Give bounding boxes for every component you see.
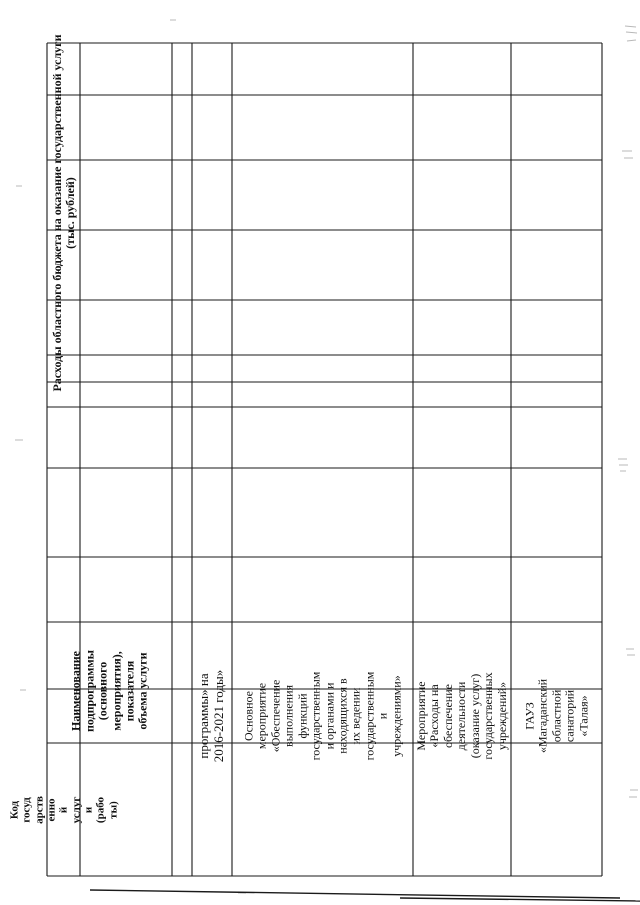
row-4-expenses-6 bbox=[531, 27, 583, 114]
row-1-volume-1 bbox=[186, 644, 239, 680]
row-3-name-line: Мероприятие bbox=[413, 681, 428, 751]
row-3-name-line: государственных bbox=[481, 672, 496, 760]
code-header-line: Код bbox=[8, 800, 21, 819]
expenses-group-header-line: (тыс. рублей) bbox=[62, 176, 77, 249]
row-3-name-line: деятельности bbox=[454, 681, 469, 751]
row-2-name-line: и органами и bbox=[321, 682, 336, 750]
row-3-name-line: (оказание услуг) bbox=[467, 673, 482, 759]
code-header-line: ты) bbox=[106, 800, 119, 819]
name-header-line: мероприятия), bbox=[108, 651, 123, 731]
row-1-volume-4 bbox=[185, 473, 240, 509]
name-header-line: подпрограммы bbox=[81, 649, 96, 733]
row-2-name-line: функций bbox=[294, 693, 309, 739]
row-2-name-line: учреждениями» bbox=[388, 675, 403, 757]
row-2-name-line: государственным bbox=[361, 671, 376, 761]
row-1-expenses-5 bbox=[185, 108, 240, 144]
row-1-volume-2 bbox=[184, 587, 240, 623]
code-header-line: услуг bbox=[69, 796, 82, 823]
name-header-line: (основного bbox=[95, 661, 110, 721]
row-2-name-line: находящихся в bbox=[334, 678, 349, 754]
volume-group-header bbox=[49, 382, 79, 689]
row-1-volume-6 bbox=[202, 376, 223, 412]
row-1-expenses-6 bbox=[186, 52, 238, 88]
row-2-expenses-6 bbox=[297, 0, 349, 159]
name-header-line: объема услуги bbox=[135, 652, 150, 730]
expenses-group-header-line: Расходы областного бюджета на оказание государственной услуги bbox=[49, 33, 64, 392]
row-1-name-line: программы» на bbox=[196, 673, 212, 759]
row-2-name-line: «Обеспечение bbox=[267, 679, 282, 753]
code-header-line: арств bbox=[32, 795, 45, 824]
row-4-name-line: областной bbox=[548, 689, 563, 743]
row-2-name-line: их ведении bbox=[348, 687, 363, 745]
name-header-line: показателя bbox=[121, 660, 136, 722]
row-1-name-line: 2016-2021 годы» bbox=[211, 669, 226, 763]
row-1-name bbox=[194, 669, 230, 763]
code-header-line: (рабо bbox=[94, 796, 107, 823]
row-4-name-line: санаторий bbox=[562, 689, 577, 743]
name-header-line: Наименование bbox=[68, 651, 83, 731]
row-3-name-line: учреждений» bbox=[494, 681, 509, 751]
row-1-expenses-1 bbox=[185, 336, 240, 372]
row-4-name-line: ГАУЗ bbox=[521, 702, 536, 730]
row-1-expenses-3 bbox=[185, 222, 240, 258]
code-header-line: й bbox=[57, 806, 70, 813]
row-1-expenses-2 bbox=[185, 279, 240, 315]
row-2-name-line: выполнения bbox=[281, 684, 296, 748]
code-header-line: и bbox=[81, 806, 94, 813]
row-2-name-line: Основное bbox=[240, 691, 255, 741]
code-header-line: енно bbox=[45, 797, 58, 822]
col-number-1 bbox=[122, 801, 242, 819]
expenses-group-header bbox=[49, 33, 79, 392]
row-1-volume-3 bbox=[185, 530, 240, 566]
row-3-name-line: «Расходы на bbox=[427, 684, 442, 748]
row-1-volume-5 bbox=[185, 416, 240, 452]
code-header-line: госуд bbox=[20, 796, 33, 823]
row-3-name-line: обеспечение bbox=[440, 684, 455, 748]
row-2-name-line: и bbox=[375, 712, 390, 720]
row-4-name-line: «Магаданский bbox=[535, 678, 550, 754]
year-header-expenses-6 bbox=[101, 35, 151, 105]
row-1-expenses-4 bbox=[185, 165, 240, 201]
row-2-name-line: мероприятие bbox=[254, 682, 269, 750]
col-number-8 bbox=[173, 385, 192, 403]
row-3-expenses-6 bbox=[436, 23, 488, 117]
row-4-name-line: «Талая» bbox=[575, 695, 590, 737]
row-2-name-line: государственным bbox=[308, 671, 323, 761]
